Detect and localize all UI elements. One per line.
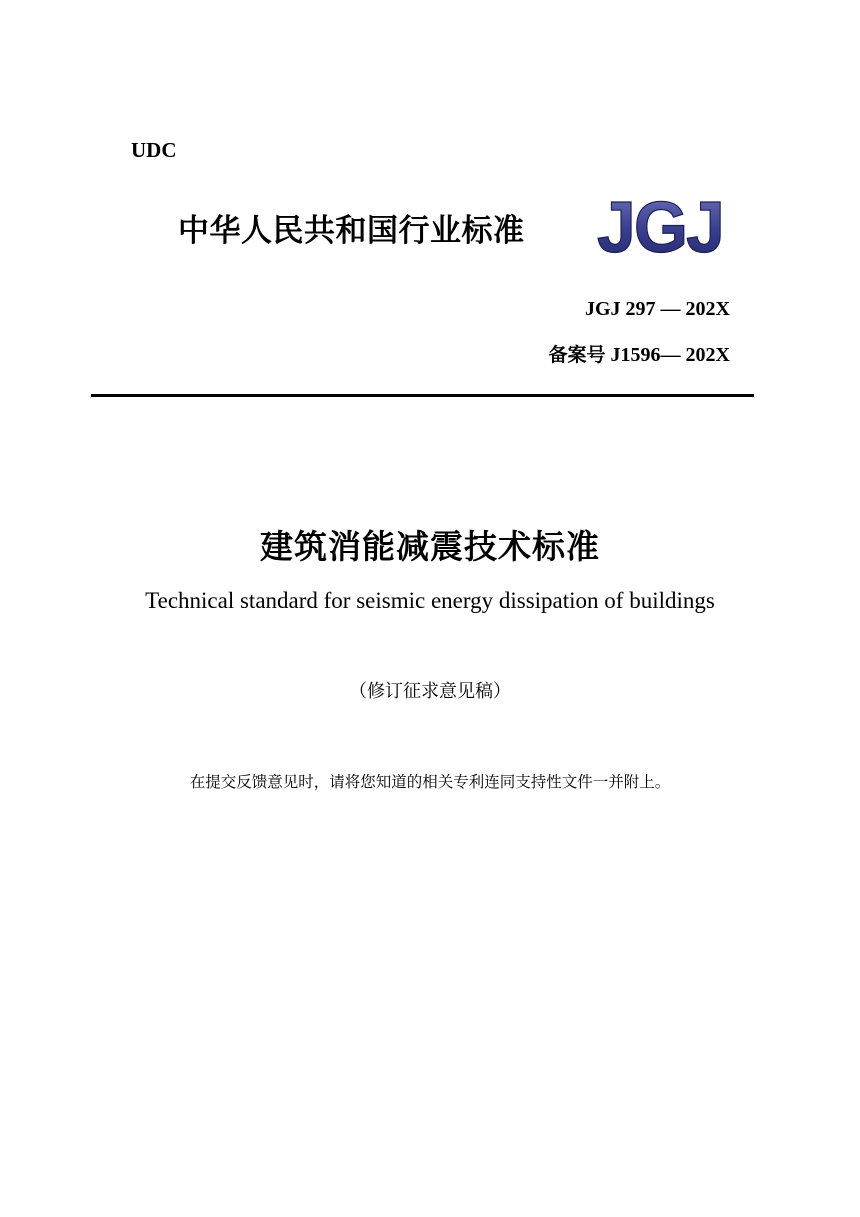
document-title-english: Technical standard for seismic energy dissipation of buildings	[145, 588, 715, 613]
udc-label: UDC	[131, 138, 177, 162]
document-title-chinese: 建筑消能减震技术标准	[260, 527, 600, 566]
standard-number: JGJ 297 — 202X	[585, 298, 730, 320]
patent-disclosure-note: 在提交反馈意见时，请将您知道的相关专利连同支持性文件一并附上。	[189, 773, 671, 791]
record-prefix: 备案号	[548, 344, 606, 366]
draft-status-note: （修订征求意见稿）	[349, 681, 511, 702]
industry-standard-heading: 中华人民共和国行业标准	[178, 213, 525, 249]
record-number	[549, 342, 730, 368]
header-divider	[91, 394, 754, 397]
jgj-logo	[594, 192, 726, 258]
record-number-value: J1596— 202X	[605, 344, 730, 366]
jgj-logo-text: JGJ	[597, 192, 723, 258]
